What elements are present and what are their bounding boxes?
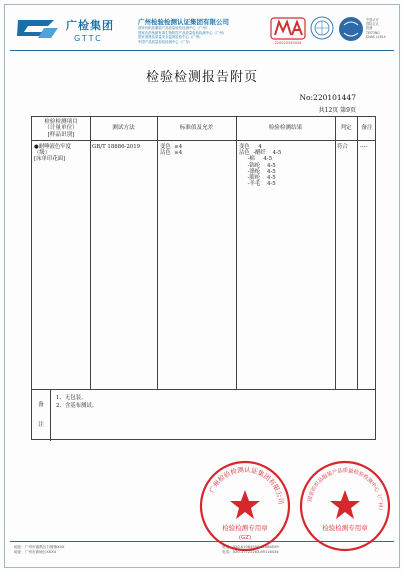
row-result: 变色 4 沾色 -醋纤 4-5 -棉 4-5 -锦纶 4-5 -涤纶 4-5 -腈纶 4-5 -羊毛 4-5 [239,144,282,188]
seal-center-text: 检验检测专用章 [322,524,368,532]
organization-line: 中国产品质量检验检测中心（广东） [138,39,193,44]
organization-block [138,17,268,44]
seal-ring-text: 国家纺织品服装产品质量检验检测中心（广州） [307,467,384,514]
header-verdict: 判定 [340,125,352,132]
column-divider [357,117,358,389]
header-standard: 标准值及允差 [179,125,214,132]
logo-chinese-name: 广检集团 [66,19,114,32]
column-divider [157,117,158,389]
footer-phone-value: 020-37722263,89116434 [232,550,279,555]
cnas-text-line: CNAS L1614 [366,34,386,39]
footer-address [14,545,65,555]
seal-ring-text: 广州检验检测认证集团有限公司 [207,465,286,505]
table-remarks-divider [32,389,375,390]
seal-code: (GZ) [238,535,252,541]
row-remark: ---- [360,144,368,150]
cnas-text [366,18,386,39]
remarks-label-char: 备 [38,402,44,408]
cma-mark-icon [270,17,306,41]
organization-name: 广州检验检测认证集团有限公司 [138,18,229,26]
column-divider [335,117,336,389]
star-icon [330,490,360,519]
cnas-text-line: 国际互认 [366,22,379,27]
organization-line: 国家农药残留有毒生物防控产品质量检验检测中心（广州） [138,30,227,35]
row-method: GB/T 18886-2019 [92,144,141,150]
column-divider [236,117,237,389]
accreditation-marks [270,14,400,48]
page-indicator: 共12页 第9页 [318,107,356,114]
cnas-text-line: 检测 [366,26,373,31]
organization-line: 国家消费品质量安全监督检验中心（广州） [138,35,203,40]
seal-center-text: 检验检测专用章 [222,524,268,532]
footer-address-label: 地址： [14,545,25,549]
header-remark: 备注 [361,125,373,132]
header-divider [10,50,394,51]
row-standard: 变色 ≥4 沾色 ≥4 [160,144,183,157]
table-header-divider [32,140,375,141]
header-method: 测试方法 [112,125,135,132]
remarks-text: 1、无包装。 2、含基布测试。 [56,395,98,409]
column-divider [90,117,91,389]
row-item: ●耐唾液色牢度 （级） [床单印花面] [34,144,72,163]
report-title: 检验检测报告附页 [145,70,258,85]
footer-address-value: 广州市番禺区石楼镇XXX [24,545,65,549]
footer-address-value: 广州市黄埔区XXXX [24,550,57,555]
remarks-label [32,389,50,441]
header-result: 检验检测结果 [268,125,303,132]
header-item: 检验检测项目 （计量单位） [样品识别] [44,118,78,138]
report-header [10,10,394,50]
cnas-logo-icon [338,16,364,42]
footer-phone [222,545,279,555]
gttc-logo-icon [14,16,62,42]
footer-divider [10,541,394,542]
star-icon [230,490,260,519]
report-number: No:220101447 [299,93,356,102]
cnas-text-line: 中国认可 [366,18,379,22]
footer-phone-label: 电话： [222,545,233,549]
inspection-seal [299,460,391,552]
footer-phone-value: 020-61084550,61084559 [232,545,279,549]
ilac-mra-icon [310,16,334,40]
footer-phone-label: 电话： [222,550,233,555]
results-table [31,116,376,440]
organization-line: 国家纺织品服装产品质量检验检测中心（广州） [138,26,210,30]
logo-english-name: GTTC [74,34,103,43]
cnas-text-line: TESTING [366,30,380,35]
cma-code: 220020349434 [274,41,302,45]
remarks-divider [50,389,51,441]
footer-address-label: 地址： [14,550,25,555]
row-verdict: 符合 [337,144,348,150]
remarks-label-char: 注 [38,422,44,428]
